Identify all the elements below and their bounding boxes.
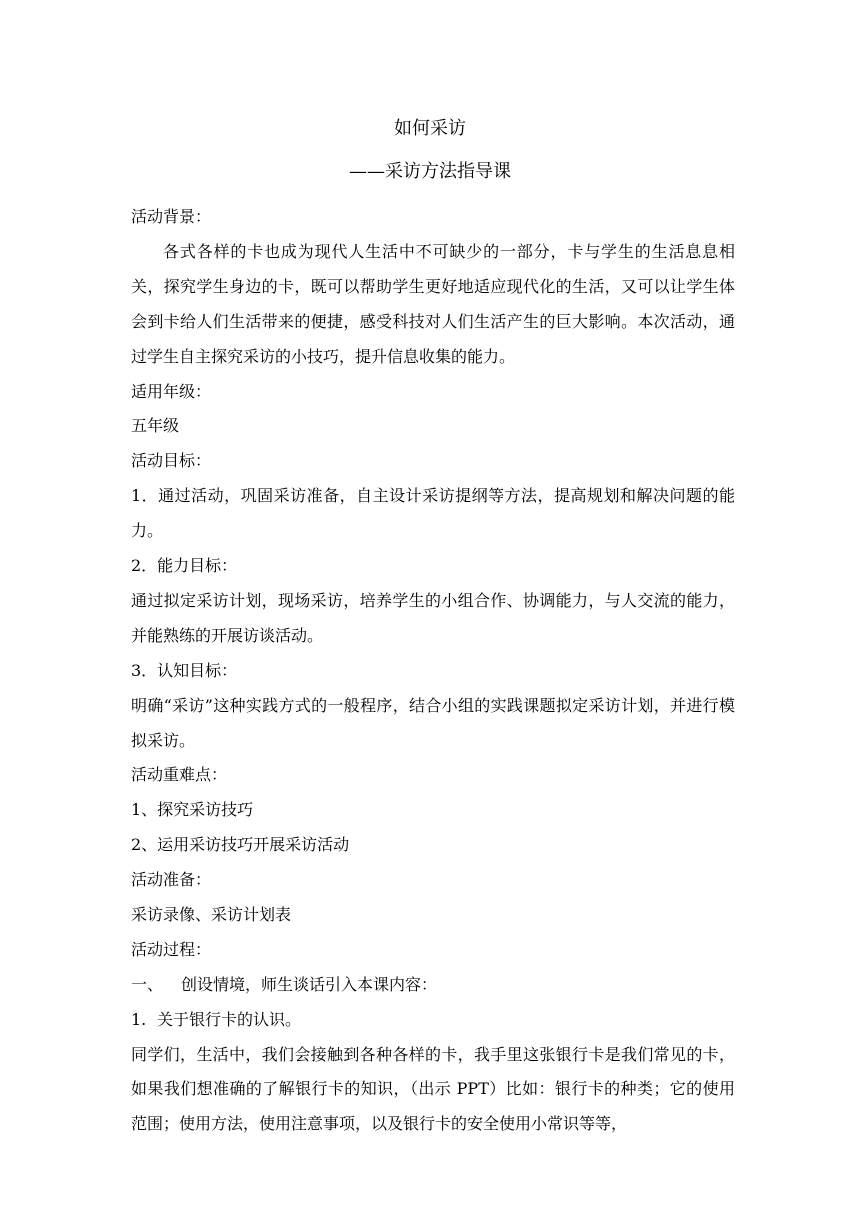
- preparation-heading: 活动准备：: [131, 870, 212, 890]
- process-heading: 活动过程：: [131, 939, 212, 959]
- document-title: 如何采访: [394, 118, 466, 139]
- sub-step-1-text: 关于银行卡的认识。: [157, 1009, 302, 1029]
- sub-step-1-number: 1.: [131, 1009, 147, 1029]
- step-1: [131, 968, 735, 1003]
- goal-3-heading: 3．认知目标：: [131, 660, 238, 680]
- goal-2-heading: 2．能力目标：: [131, 556, 238, 575]
- goal-1-paragraph: 1．通过活动，巩固采访准备，自主设计采访提纲等方法，提高规划和解决问题的能力。: [131, 486, 735, 541]
- background-heading: 活动背景：: [131, 207, 212, 226]
- document-subtitle: ——采访方法指导课: [349, 161, 511, 182]
- keypoint-2: 2、运用采访技巧开展采访活动: [131, 835, 350, 855]
- keypoint-1: 1、探究采访技巧: [131, 800, 254, 820]
- sub-step-1: [131, 1003, 735, 1038]
- background-paragraph: 各式各样的卡也成为现代人生活中不可缺少的一部分，卡与学生的生活息息相关，探究学生身边的卡，既可以帮助学生更好地适应现代化的生活，又可以让学生体会到卡给人们生活带来的便捷，感受科技对人们生活产生的巨大影响。本次活动，通过学生自主探究采访的小技巧，提升信息收集的能力。: [131, 241, 735, 366]
- goals-heading: 活动目标：: [131, 451, 212, 471]
- sub-step-1-paragraph: 同学们，生活中，我们会接触到各种各样的卡，我手里这张银行卡是我们常见的卡，如果我们想准确的了解银行卡的知识，（出示 PPT）比如：银行卡的种类；它的使用范围；使用方法，使用注意事项，以及银行卡的安全使用小常识等等，: [131, 1044, 735, 1134]
- goal-3-paragraph: 明确“采访”这种实践方式的一般程序，结合小组的实践课题拟定采访计划，并进行模拟采访。: [131, 695, 735, 750]
- preparation-text: 采访录像、采访计划表: [131, 904, 292, 924]
- goal-2-paragraph: 通过拟定采访计划，现场采访，培养学生的小组合作、协调能力，与人交流的能力，并能熟练的开展访谈活动。: [131, 590, 735, 645]
- grade-value: 五年级: [131, 416, 180, 436]
- keypoints-heading: 活动重难点：: [131, 765, 228, 785]
- grade-heading: 适用年级：: [131, 381, 212, 401]
- document-body: [131, 200, 735, 1142]
- step-1-text: 创设情境，师生谈话引入本课内容：: [181, 974, 438, 994]
- step-1-number: 一、: [131, 974, 164, 994]
